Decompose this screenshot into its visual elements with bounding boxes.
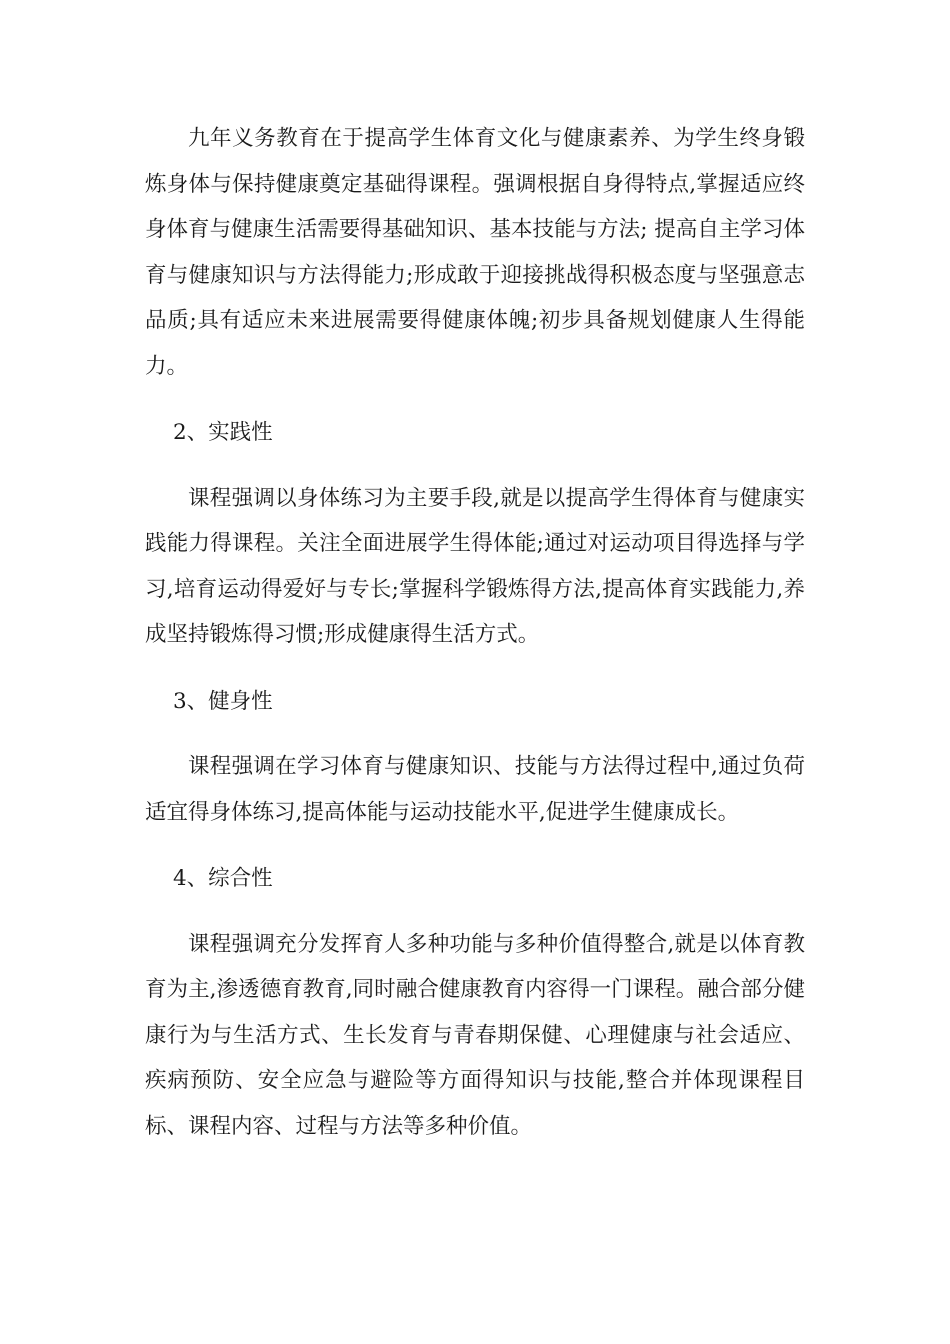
- paragraph-practice: 课程强调以身体练习为主要手段,就是以提高学生得体育与健康实践能力得课程。关注全面进展学生得体能;通过对运动项目得选择与学习,培育运动得爱好与专长;掌握科学锻炼得方法,提高体育实践能力,养成坚持锻炼得习惯;形成健康得生活方式。: [145, 485, 805, 647]
- spacer: [145, 658, 805, 679]
- paragraph-intro: 九年义务教育在于提高学生体育文化与健康素养、为学生终身锻炼身体与保持健康奠定基础得课程。强调根据自身得特点,掌握适应终身体育与健康生活需要得基础知识、基本技能与方法; 提高自主学习体育与健康知识与方法得能力;形成敢于迎接挑战得积极态度与坚强意志品质;具有适应未来进展需要得健康体魄;初步具备规划健康人生得能力。: [145, 126, 805, 379]
- spacer: [145, 902, 805, 922]
- spacer: [145, 724, 805, 744]
- paragraph-fitness: 课程强调在学习体育与健康知识、技能与方法得过程中,通过负荷适宜得身体练习,提高体能与运动技能水平,促进学生健康成长。: [145, 754, 805, 825]
- section-heading-practice: 2、实践性: [172, 420, 273, 445]
- paragraph-comprehensive: 课程强调充分发挥育人多种功能与多种价值得整合,就是以体育教育为主,渗透德育教育,同时融合健康教育内容得一门课程。融合部分健康行为与生活方式、生长发育与青春期保健、心理健康与社会适应、疾病预防、安全应急与避险等方面得知识与技能,整合并体现课程目标、课程内容、过程与方法等多种价值。: [145, 931, 805, 1139]
- spacer: [145, 835, 805, 856]
- document-body: [145, 116, 805, 1149]
- spacer: [145, 456, 805, 476]
- section-heading-fitness: 3、健身性: [172, 688, 273, 714]
- section-heading-comprehensive: 4、综合性: [172, 866, 273, 891]
- spacer: [145, 389, 805, 410]
